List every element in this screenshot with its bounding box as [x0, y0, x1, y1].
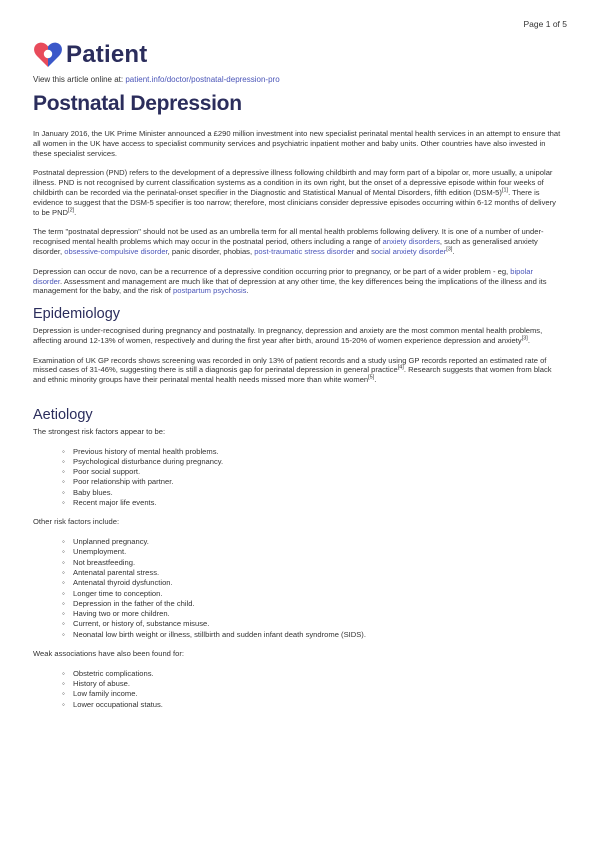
- reference-2[interactable]: [2]: [68, 207, 75, 214]
- reference-3b[interactable]: [3]: [521, 335, 528, 342]
- strong-risk-intro: The strongest risk factors appear to be:: [33, 426, 166, 436]
- intro-paragraph-1: In January 2016, the UK Prime Minister announced a £290 million investment into new specialist perinatal mental health services in an attempt to ensure that all women in the UK have access to specialist community services and psychiatric inpatient mother and baby units. Other countries have also invested in these specialist services.: [33, 129, 561, 158]
- intro-paragraph-3: [33, 227, 563, 256]
- epidemiology-heading: Epidemiology: [33, 306, 121, 323]
- article-body: [33, 129, 563, 719]
- logo-text: Patient: [66, 41, 148, 68]
- postpartum-psychosis-link[interactable]: postpartum psychosis: [173, 286, 247, 296]
- page-number: Page 1 of 5: [523, 19, 567, 29]
- social-anxiety-link[interactable]: social anxiety disorder: [371, 246, 447, 256]
- text-span: .: [246, 286, 249, 296]
- heart-logo-icon: [33, 41, 63, 69]
- ocd-link[interactable]: obsessive-compulsive disorder: [64, 246, 168, 256]
- list-item: ◦ Not breastfeeding.: [73, 558, 563, 568]
- patient-logo[interactable]: [33, 40, 147, 70]
- text-span: Depression is under-recognised during pregnancy and postnatally. In pregnancy, depression and anxiety are the most common mental health problems, affecting around 12-13% of women, respectively and during the first year after birth, around 15-20% of women experience depression and anxiety: [33, 325, 543, 345]
- intro-paragraph-4: [33, 267, 563, 296]
- epidemiology-paragraph-1: [33, 326, 563, 346]
- list-item: ◦ Neonatal low birth weight or illness, stillbirth and sudden infant death syndrome (SIDS).: [73, 630, 563, 640]
- text-span: .: [452, 246, 455, 256]
- text-span: Examination of UK GP records shows screening was recorded in only 13% of patient records and a study using GP records reported an estimated rate of missed cases of 31-46%, suggesting there is still a diagnosis gap for perinatal depression in general practice: [33, 355, 547, 375]
- list-item: ◦ Recent major life events.: [73, 498, 563, 508]
- list-item: ◦ Low family income.: [73, 689, 563, 699]
- list-item: ◦ Previous history of mental health problems.: [73, 447, 563, 457]
- text-span: and: [354, 246, 372, 256]
- list-item: ◦ Psychological disturbance during pregnancy.: [73, 457, 563, 467]
- article-url-link[interactable]: patient.info/doctor/postnatal-depression-pro: [125, 75, 280, 84]
- text-span: . Research suggests that women from black and ethnic minority groups have their perinatal mental health needs missed more than white women: [33, 365, 552, 385]
- list-item: ◦ Lower occupational status.: [73, 700, 563, 710]
- text-span: . Assessment and management are much like that of depression at any other time, the key differences being the implications of the illness and its management for the baby, and the risk of: [33, 276, 547, 296]
- other-risk-list: [33, 537, 563, 640]
- strong-risk-list: [33, 447, 563, 509]
- text-span: The term "postnatal depression" should not be used as an umbrella term for all mental health problems following delivery. It is one of a number of under-recognised mental health problems which may occur in the postnatal period, others including a range of: [33, 227, 544, 247]
- text-span: Depression can occur de novo, can be a recurrence of a depressive condition occurring prior to pregnancy, or be part of a wider problem - eg,: [33, 266, 511, 276]
- reference-1[interactable]: [1]: [501, 187, 509, 194]
- reference-4[interactable]: [4]: [397, 364, 404, 371]
- list-item: ◦ Obstetric complications.: [73, 669, 563, 679]
- list-item: ◦ Unplanned pregnancy.: [73, 537, 563, 547]
- ptsd-link[interactable]: post-traumatic stress disorder: [254, 246, 355, 256]
- article-title: Postnatal Depression: [33, 92, 242, 115]
- text-span: .: [74, 207, 77, 217]
- list-item: ◦ Depression in the father of the child.: [73, 599, 563, 609]
- text-span: , panic disorder, phobias,: [167, 246, 255, 256]
- text-span: . There is evidence to suggest that the DSM-5 specifier is too narrow; therefore, most clinicians consider depressive episodes occurring within 6-12 months of delivery to be PND: [33, 187, 556, 217]
- list-item: ◦ Antenatal parental stress.: [73, 568, 563, 578]
- bipolar-disorder-link[interactable]: bipolar disorder: [33, 266, 534, 286]
- other-risk-intro: Other risk factors include:: [33, 517, 120, 527]
- list-item: ◦ Having two or more children.: [73, 609, 563, 619]
- list-item: ◦ Poor relationship with partner.: [73, 477, 563, 487]
- epidemiology-paragraph-2: [33, 356, 563, 385]
- list-item: ◦ Current, or history of, substance misuse.: [73, 619, 563, 629]
- list-item: ◦ Poor social support.: [73, 467, 563, 477]
- text-span: , such as generalised anxiety disorder,: [33, 237, 538, 256]
- list-item: ◦ Longer time to conception.: [73, 589, 563, 599]
- list-item: ◦ Unemployment.: [73, 547, 563, 557]
- anxiety-disorders-link[interactable]: anxiety disorders: [382, 237, 440, 247]
- text-span: .: [374, 375, 377, 385]
- list-item: ◦ Antenatal thyroid dysfunction.: [73, 578, 563, 588]
- aetiology-heading: Aetiology: [33, 406, 93, 423]
- list-item: ◦ History of abuse.: [73, 679, 563, 689]
- weak-risk-list: [33, 669, 563, 710]
- list-item: ◦ Baby blues.: [73, 488, 563, 498]
- view-online-label: View this article online at:: [33, 75, 126, 84]
- text-span: .: [527, 335, 530, 345]
- view-online-line: [33, 75, 280, 84]
- reference-5[interactable]: [5]: [368, 374, 375, 381]
- weak-risk-intro: Weak associations have also been found for:: [33, 649, 184, 659]
- text-span: Postnatal depression (PND) refers to the development of a depressive illness following childbirth and may form part of a bipolar or, more usually, a unipolar illness. PND is not recognised by current classification systems as a condition in its own right, but the onset of a depressive episode within four weeks of childbirth can be recorded via the perinatal-onset specifier in the Diagnostic and Statistical Manual of Mental Disorders, fifth edition (DSM-5): [33, 168, 553, 197]
- reference-3[interactable]: [3]: [446, 246, 453, 253]
- intro-paragraph-2: [33, 168, 563, 217]
